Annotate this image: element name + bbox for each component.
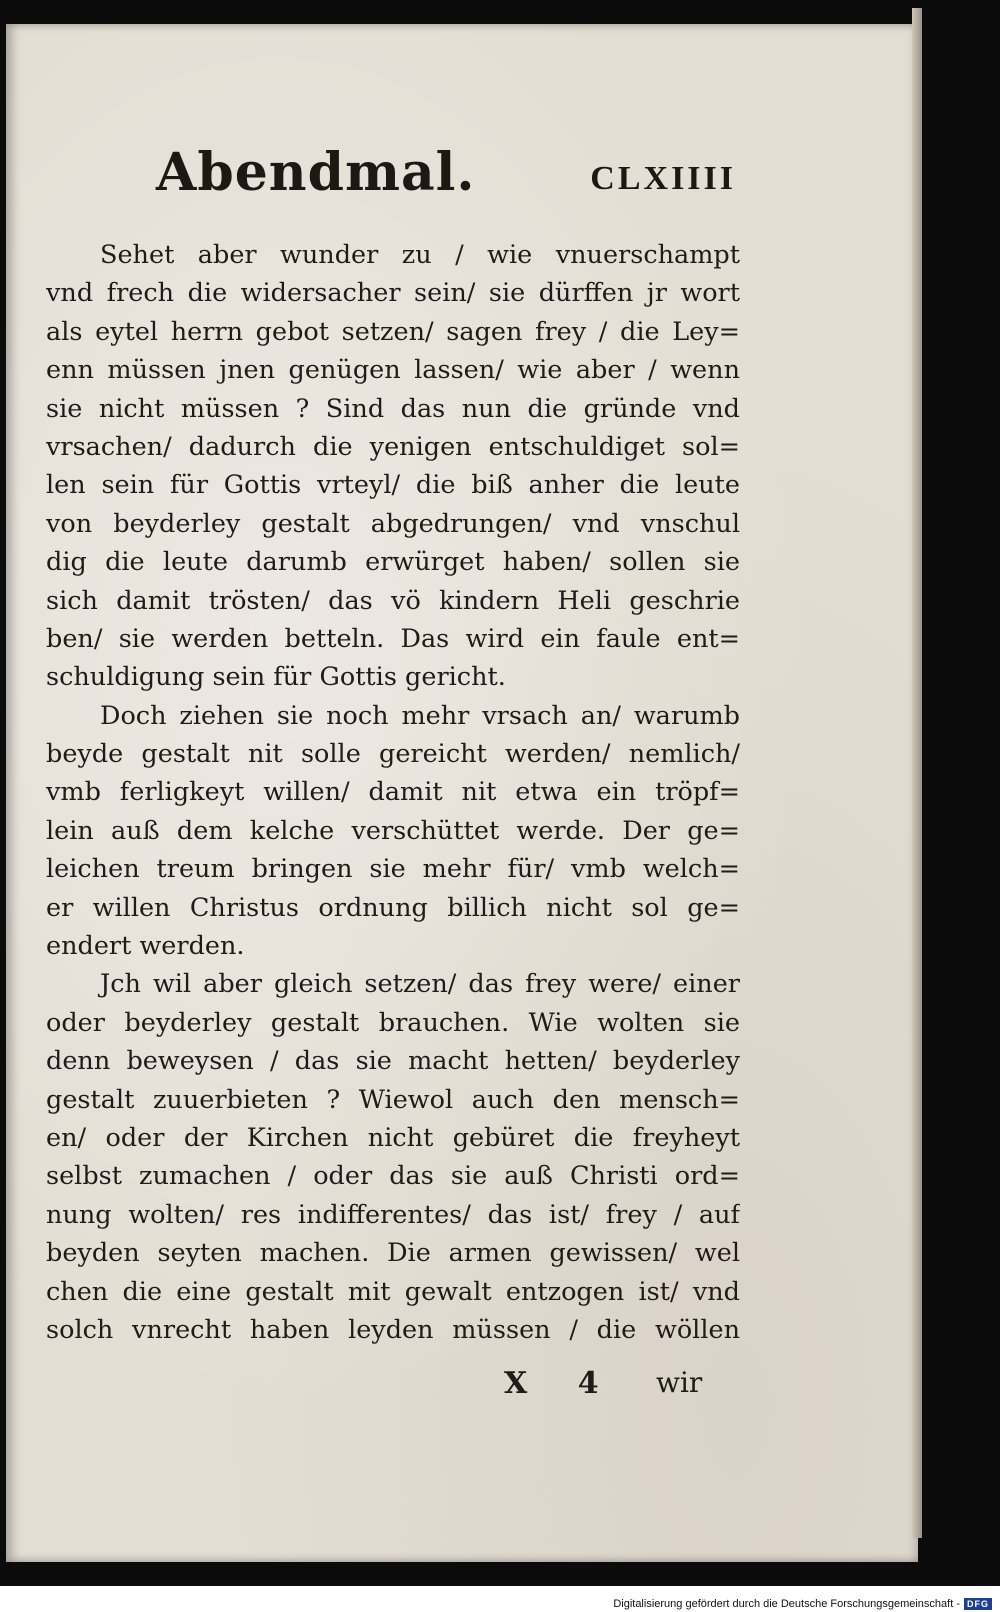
text-line: len sein für Gottis vrteyl/ die biß anher die leute bbox=[46, 470, 740, 501]
body-text bbox=[46, 236, 740, 1349]
text-line: lein auß dem kelche verschüttet werde. Der ge= bbox=[46, 815, 740, 846]
text-line: solch vnrecht haben leyden müssen / die wöllen bbox=[46, 1314, 740, 1345]
text-line: enn müssen jnen genügen lassen/ wie aber / wenn bbox=[46, 355, 740, 386]
text-line: er willen Christus ordnung billich nicht sol ge= bbox=[46, 892, 740, 923]
text-line: Sehet aber wunder zu / wie vnuerschampt bbox=[100, 240, 740, 270]
text-line: Jch wil aber gleich setzen/ das frey were/ einer bbox=[100, 969, 740, 1000]
text-line: vrsachen/ dadurch die yenigen entschuldiget sol= bbox=[46, 431, 740, 462]
text-line: chen die eine gestalt mit gewalt entzogen ist/ vnd bbox=[46, 1276, 740, 1307]
text-line: en/ oder der Kirchen nicht gebüret die freyheyt bbox=[46, 1122, 740, 1153]
catchword: wir bbox=[656, 1366, 703, 1399]
text-line: beyden seyten machen. Die armen gewissen/ wel bbox=[46, 1238, 740, 1269]
folio-number: CLXIIII bbox=[590, 160, 736, 197]
signature-mark: X 4 bbox=[504, 1366, 619, 1401]
text-line: nung wolten/ res indifferentes/ das ist/ frey / auf bbox=[46, 1199, 740, 1230]
text-line: beyde gestalt nit solle gereicht werden/ nemlich/ bbox=[46, 739, 740, 770]
text-line: sich damit trösten/ das vö kindern Heli geschrie bbox=[46, 585, 740, 616]
text-line: von beyderley gestalt abgedrungen/ vnd vnschul bbox=[46, 508, 740, 539]
text-line: vnd frech die widersacher sein/ sie dürffen jr wort bbox=[46, 278, 740, 309]
text-line: endert werden. bbox=[46, 931, 245, 962]
text-line: ben/ sie werden betteln. Das wird ein faule ent= bbox=[46, 623, 740, 654]
text-line: leichen treum bringen sie mehr für/ vmb welch= bbox=[46, 854, 740, 885]
text-line: Doch ziehen sie noch mehr vrsach an/ warumb bbox=[100, 700, 740, 731]
page-edge bbox=[912, 8, 922, 1538]
text-line: selbst zumachen / oder das sie auß Christi ord= bbox=[46, 1161, 740, 1192]
running-head: Abendmal. bbox=[156, 142, 476, 203]
text-line: oder beyderley gestalt brauchen. Wie wolten sie bbox=[46, 1007, 740, 1038]
page-header bbox=[156, 142, 736, 232]
text-line: schuldigung sein für Gottis gericht. bbox=[46, 662, 506, 693]
dfg-logo: DFG bbox=[964, 1598, 992, 1610]
text-line: als eytel herrn gebot setzen/ sagen frey / die Ley= bbox=[46, 316, 740, 347]
text-line: denn beweysen / das sie macht hetten/ beyderley bbox=[46, 1046, 740, 1077]
text-line: sie nicht müssen ? Sind das nun die gründe vnd bbox=[46, 393, 740, 424]
book-page bbox=[6, 24, 918, 1562]
text-line: dig die leute darumb erwürget haben/ sollen sie bbox=[46, 547, 740, 578]
digitization-credit bbox=[613, 1598, 992, 1610]
credit-text: Digitalisierung gefördert durch die Deutsche Forschungsgemeinschaft - bbox=[613, 1598, 960, 1610]
text-line: vmb ferligkeyt willen/ damit nit etwa ein tröpf= bbox=[46, 777, 740, 808]
text-line: gestalt zuuerbieten ? Wiewol auch den mensch= bbox=[46, 1084, 740, 1115]
